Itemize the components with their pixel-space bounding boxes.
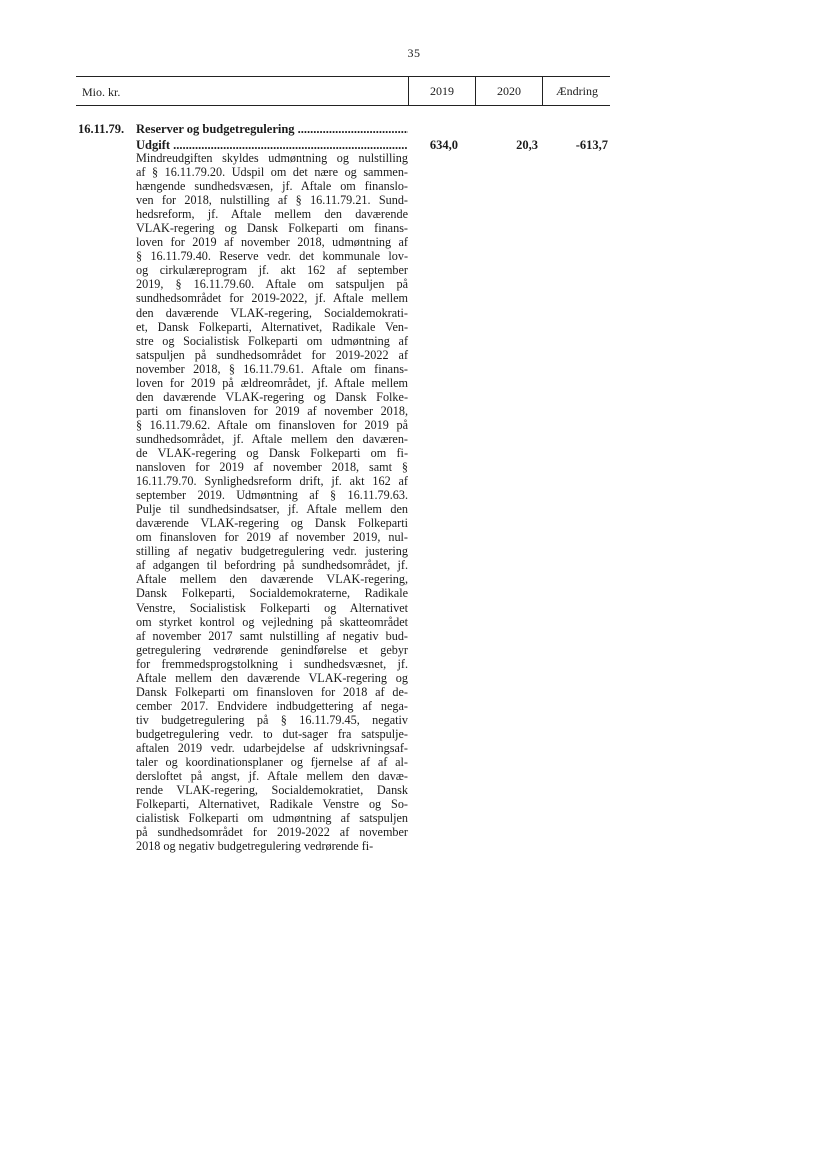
text-line: Mindreudgiften skyldes udmøntning og nulstilling [136,151,408,165]
text-line: § 16.11.79.62. Aftale om finansloven for 2019 på [136,417,408,432]
text-line: hedsreform, jf. Aftale mellem den daværende [136,207,408,222]
text-line: sundhedsområdet for 2019-2022, jf. Aftale mellem [136,291,408,306]
udgift-label-text: Udgift [136,138,171,152]
text-line: Aftale mellem den daværende VLAK-regering, [136,572,408,587]
text-line: på sundhedsområdet for 2019-2022 af november [136,825,408,840]
text-line: 16.11.79.70. Synlighedsreform drift, jf. akt 162 af [136,474,408,489]
text-line: Folkeparti, Alternativet, Radikale Venstre og So- [136,797,408,812]
text-line: om finansloven for 2019 af november 2019, nul- [136,530,408,545]
text-line: af november 2017 samt nulstilling af negativ bud- [136,628,408,643]
text-line: Venstre, Socialistisk Folkeparti og Alternativet [136,600,408,615]
text-line: Pulje til sundhedsindsatser, jf. Aftale mellem den [136,502,408,517]
text-line: hængende sundhedsvæsen, jf. Aftale om finanslo- [136,179,408,194]
text-line: dersloftet på angst, jf. Aftale mellem den davæ- [136,769,408,784]
text-line: november 2018, § 16.11.79.61. Aftale om finans- [136,361,408,376]
item-title-text: Reserver og budgetregulering [136,122,295,136]
text-line: budgetregulering vedr. to dut-sager fra satspulje- [136,726,408,741]
text-line: satspuljen på sundhedsområdet for 2019-2022 af [136,347,408,362]
text-line: daværende VLAK-regering og Dansk Folkeparti [136,516,408,531]
text-line: parti om finansloven for 2019 af november 2018, [136,403,408,418]
text-line: aftalen 2019 vedr. udarbejdelse af udskrivningsaf- [136,740,408,755]
value-2019: 634,0 [429,138,458,152]
text-line: stilling af negativ budgetregulering vedr. justering [136,544,408,559]
text-line: ven for 2018, nulstilling af § 16.11.79.21. Sund- [136,193,408,208]
text-line: den daværende VLAK-regering og Dansk Folke- [136,389,408,404]
text-line: Dansk Folkeparti, Socialdemokraterne, Radikale [136,586,408,601]
text-line: stre og Socialistisk Folkeparti om udmøntning af [136,333,408,348]
text-line: af adgangen til befordring på sundhedsområdet, jf. [136,558,408,573]
text-line: et, Dansk Folkeparti, Alternativet, Radikale Ven- [136,319,408,334]
text-line: tiv budgetregulering på § 16.11.79.45, negativ [136,712,408,727]
item-number: 16.11.79. [78,122,125,136]
text-line: september 2019. Udmøntning af § 16.11.79.63. [136,488,408,503]
text-line: Dansk Folkeparti om finansloven for 2018 af de- [136,684,408,699]
text-line: sundhedsområdet, jf. Aftale mellem den daværen- [136,431,408,446]
value-change: -613,7 [575,138,608,152]
text-line: 2018 og negativ budgetregulering vedrørende fi- [136,839,374,854]
text-line: loven for 2019 af november 2018, udmøntning af [136,235,408,250]
text-line: den daværende VLAK-regering, Socialdemokrati- [136,305,408,320]
column-2019: 2019 [408,77,475,105]
text-line: for fremmedsprogstolkning i sundhedsvæsnet, jf. [136,656,408,671]
text-line: 2019, § 16.11.79.60. Aftale om satspuljen på [136,277,408,292]
text-line: cember 2017. Endvidere indbudgettering af nega- [136,698,408,713]
text-line: VLAK-regering og Dansk Folkeparti om finans- [136,221,408,236]
page-number: 35 [407,46,421,60]
text-line: Aftale mellem den daværende VLAK-regering og [136,670,408,685]
text-line: taler og koordinationsplaner og fjernelse af af al- [136,755,408,770]
text-line: loven for 2019 på ældreområdet, jf. Aftale mellem [136,375,408,390]
text-line: af § 16.11.79.20. Udspil om det nære og sammen- [136,165,408,180]
text-line: cialistisk Folkeparti om udmøntning af satspuljen [136,811,408,826]
column-change: Ændring [542,77,611,105]
text-line: § 16.11.79.40. Reserve vedr. det kommunale lov- [136,249,408,264]
value-2020: 20,3 [516,138,538,152]
text-line: om styrket kontrol og vejledning på skatteområdet [136,614,408,629]
unit-label: Mio. kr. [82,85,121,99]
text-line: og cirkulæreprogram jf. akt 162 af september [136,263,408,278]
explanatory-text [136,151,408,853]
text-line: getregulering vedrørende genindførelse et gebyr [136,642,408,657]
column-2020: 2020 [475,77,542,105]
text-line: nansloven for 2019 af november 2018, samt § [136,460,408,475]
text-line: de VLAK-regering og Dansk Folkeparti om fi- [136,445,408,460]
column-header-row [76,76,610,106]
text-line: rende VLAK-regering, Socialdemokratiet, Dansk [136,783,408,798]
item-title [136,122,408,137]
